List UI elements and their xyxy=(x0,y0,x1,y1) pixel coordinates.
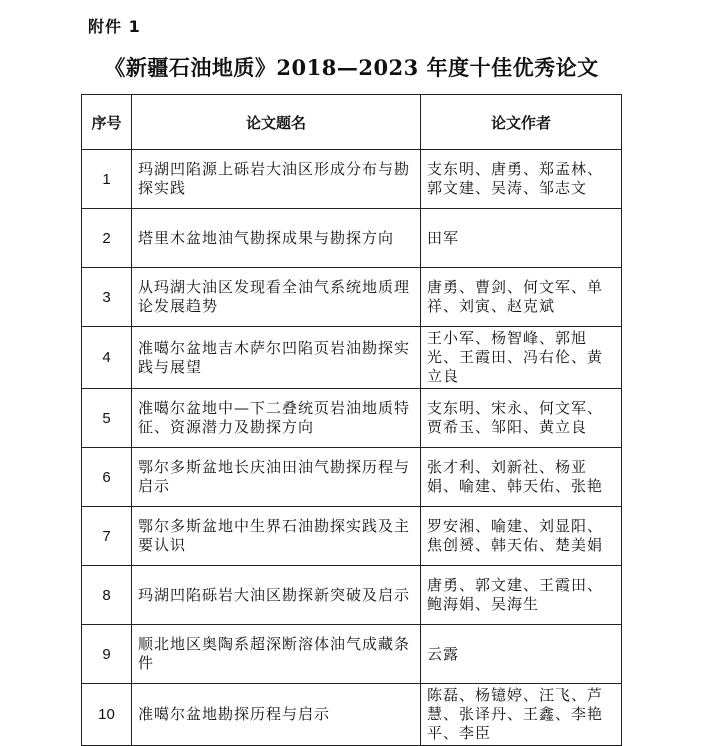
paper-authors-cell xyxy=(421,507,622,566)
header-authors: 论文作者 xyxy=(421,95,622,150)
row-number-cell xyxy=(82,448,132,507)
paper-title: 玛湖凹陷源上砾岩大油区形成分布与勘探实践 xyxy=(138,160,411,197)
paper-authors-cell xyxy=(421,566,622,625)
table-row xyxy=(82,150,622,209)
paper-title: 准噶尔盆地勘探历程与启示 xyxy=(138,705,331,723)
table-row xyxy=(82,566,622,625)
table-row xyxy=(82,625,622,684)
attachment-label: 附件 1 xyxy=(88,17,141,36)
paper-title: 从玛湖大油区发现看全油气系统地质理论发展趋势 xyxy=(138,278,411,315)
table-row xyxy=(82,268,622,327)
paper-title-cell xyxy=(132,327,421,389)
row-number: 3 xyxy=(102,288,111,306)
row-number-cell xyxy=(82,389,132,448)
table-row xyxy=(82,448,622,507)
row-number: 4 xyxy=(102,349,111,366)
paper-title-cell xyxy=(132,684,421,746)
table-row xyxy=(82,327,622,389)
paper-title: 准噶尔盆地中—下二叠统页岩油地质特征、资源潜力及勘探方向 xyxy=(138,399,411,436)
paper-title-cell xyxy=(132,448,421,507)
table-row xyxy=(82,507,622,566)
row-number: 9 xyxy=(102,645,111,663)
row-number-cell xyxy=(82,209,132,268)
paper-authors: 唐勇、曹剑、何文军、单祥、刘寅、赵克斌 xyxy=(427,278,604,315)
paper-authors: 王小军、杨智峰、郭旭光、王霞田、冯右伦、黄立良 xyxy=(427,329,604,385)
document-title: 《新疆石油地质》2018—2023 年度十佳优秀论文 xyxy=(104,55,599,80)
paper-title-cell xyxy=(132,150,421,209)
paper-authors-cell xyxy=(421,684,622,746)
paper-title-cell xyxy=(132,209,421,268)
paper-authors-cell xyxy=(421,448,622,507)
paper-authors-cell xyxy=(421,389,622,448)
row-number-cell xyxy=(82,268,132,327)
header-number: 序号 xyxy=(82,95,132,150)
papers-table xyxy=(81,94,622,746)
paper-title-cell xyxy=(132,268,421,327)
paper-authors-cell xyxy=(421,209,622,268)
paper-authors: 支东明、宋永、何文军、贾希玉、邹阳、黄立良 xyxy=(427,399,604,436)
paper-title: 准噶尔盆地吉木萨尔凹陷页岩油勘探实践与展望 xyxy=(138,338,411,376)
paper-authors: 唐勇、郭文建、王霞田、鲍海娟、吴海生 xyxy=(427,576,604,613)
row-number: 1 xyxy=(102,170,111,188)
paper-title-cell xyxy=(132,625,421,684)
table-row xyxy=(82,684,622,746)
paper-authors: 罗安湘、喻建、刘显阳、焦创赟、韩天佑、楚美娟 xyxy=(427,517,604,554)
row-number-cell xyxy=(82,327,132,389)
paper-authors-cell xyxy=(421,625,622,684)
table-row xyxy=(82,209,622,268)
paper-authors: 支东明、唐勇、郑孟林、郭文建、吴涛、邹志文 xyxy=(427,160,604,197)
paper-authors-cell xyxy=(421,327,622,389)
paper-title: 鄂尔多斯盆地中生界石油勘探实践及主要认识 xyxy=(138,517,411,554)
row-number: 2 xyxy=(102,229,111,247)
paper-authors-cell xyxy=(421,268,622,327)
paper-title: 顺北地区奥陶系超深断溶体油气成藏条件 xyxy=(138,635,411,672)
table-row xyxy=(82,389,622,448)
paper-authors: 张才利、刘新社、杨亚娟、喻建、韩天佑、张艳 xyxy=(427,458,604,495)
paper-title-cell xyxy=(132,389,421,448)
row-number-cell xyxy=(82,684,132,746)
paper-authors: 云露 xyxy=(427,644,460,663)
row-number: 7 xyxy=(102,527,111,545)
paper-title-cell xyxy=(132,566,421,625)
row-number: 8 xyxy=(102,586,111,604)
row-number: 10 xyxy=(98,706,115,723)
paper-authors: 田军 xyxy=(427,228,460,247)
table-header-row xyxy=(82,95,622,150)
paper-title: 鄂尔多斯盆地长庆油田油气勘探历程与启示 xyxy=(138,458,411,495)
paper-authors: 陈磊、杨镱婷、汪飞、芦慧、张译丹、王鑫、李艳平、李臣 xyxy=(427,686,604,742)
paper-title-cell xyxy=(132,507,421,566)
row-number: 6 xyxy=(102,468,111,486)
row-number-cell xyxy=(82,566,132,625)
paper-title: 玛湖凹陷砾岩大油区勘探新突破及启示 xyxy=(138,585,411,604)
row-number-cell xyxy=(82,507,132,566)
row-number-cell xyxy=(82,625,132,684)
row-number: 5 xyxy=(102,409,111,427)
paper-title: 塔里木盆地油气勘探成果与勘探方向 xyxy=(138,228,395,247)
header-paper-title: 论文题名 xyxy=(132,95,421,150)
row-number-cell xyxy=(82,150,132,209)
paper-authors-cell xyxy=(421,150,622,209)
